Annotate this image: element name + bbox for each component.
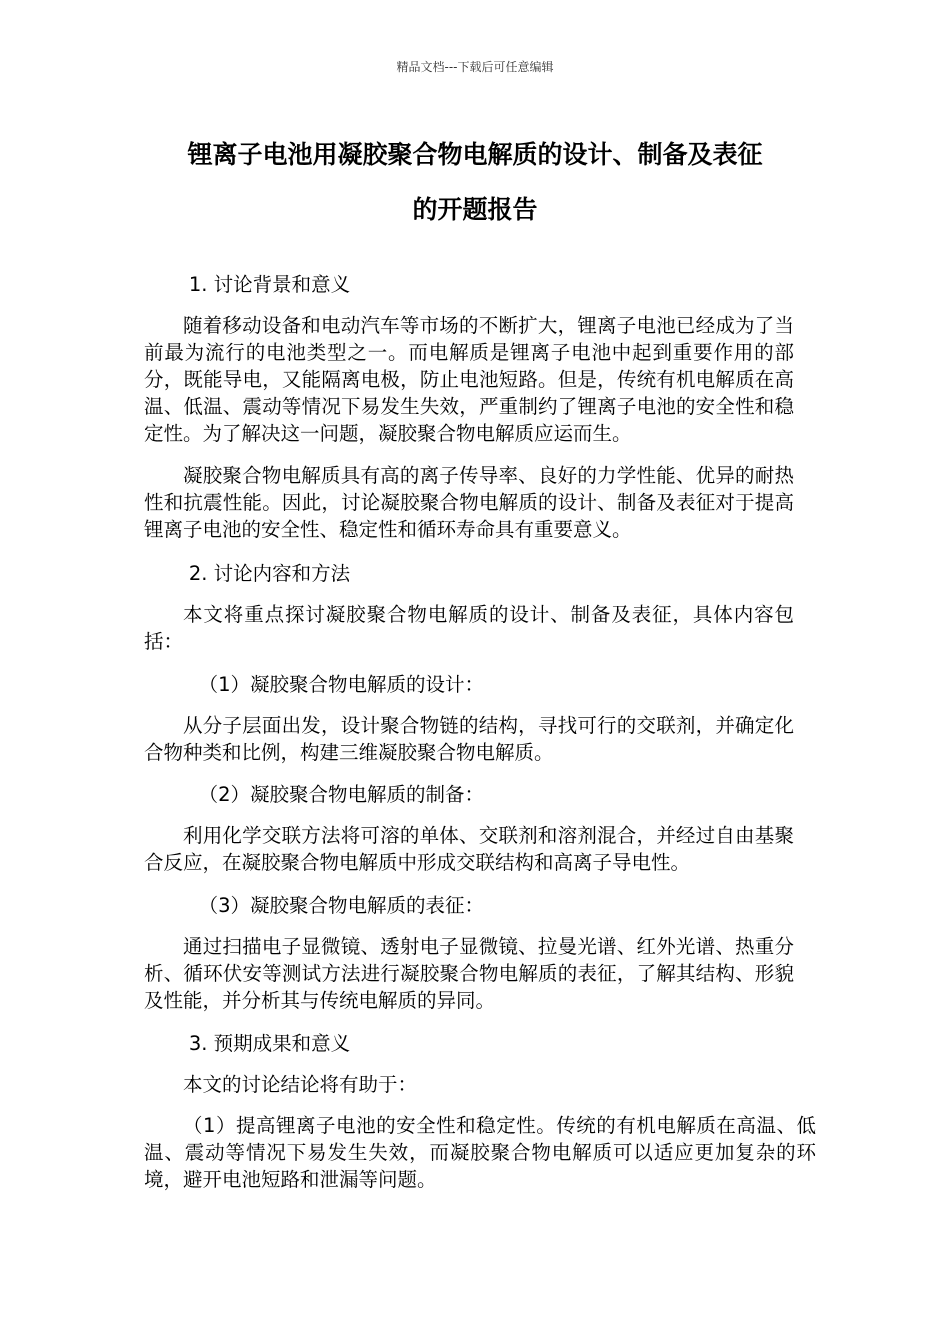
subheading-preparation: （2）凝胶聚合物电解质的制备： — [198, 783, 485, 806]
document-title-line-2: 的开题报告 — [412, 195, 538, 224]
header-note: 精品文档---下载后可任意编辑 — [396, 60, 554, 74]
paragraph-results-intro: 本文的讨论结论将有助于： — [183, 1073, 418, 1096]
paragraph-background: 随着移动设备和电动汽车等市场的不断扩大，锂离子电池已经成为了当前最为流行的电池类型之一。而电解质是锂离子电池中起到重要作用的部分，既能导电，又能隔离电极，防止电池短路。但是，传统有机电解质在高温、低温、震动等情况下易发生失效，严重制约了锂离子电池的安全性和稳定性。为了解决这一问题，凝胶聚合物电解质应运而生。 — [144, 314, 794, 445]
section-heading-content-methods: 2. 讨论内容和方法 — [188, 562, 351, 585]
paragraph-significance: 凝胶聚合物电解质具有高的离子传导率、良好的力学性能、优异的耐热性和抗震性能。因此，讨论凝胶聚合物电解质的设计、制备及表征对于提高锂离子电池的安全性、稳定性和循环寿命具有重要意义。 — [144, 464, 794, 541]
section-heading-background: 1. 讨论背景和意义 — [188, 273, 351, 296]
paragraph-content-intro: 本文将重点探讨凝胶聚合物电解质的设计、制备及表征，具体内容包括： — [144, 603, 794, 653]
subheading-characterization: （3）凝胶聚合物电解质的表征： — [198, 894, 485, 917]
paragraph-characterization: 通过扫描电子显微镜、透射电子显微镜、拉曼光谱、红外光谱、热重分析、循环伏安等测试方法进行凝胶聚合物电解质的表征，了解其结构、形貌及性能，并分析其与传统电解质的异同。 — [144, 935, 794, 1012]
document-title-line-1: 锂离子电池用凝胶聚合物电解质的设计、制备及表征 — [187, 140, 763, 169]
section-heading-expected-results: 3. 预期成果和意义 — [188, 1032, 351, 1055]
paragraph-design: 从分子层面出发，设计聚合物链的结构，寻找可行的交联剂，并确定化合物种类和比例，构建三维凝胶聚合物电解质。 — [144, 714, 794, 764]
subheading-design: （1）凝胶聚合物电解质的设计： — [198, 673, 485, 696]
paragraph-result-1: （1）提高锂离子电池的安全性和稳定性。传统的有机电解质在高温、低温、震动等情况下易发生失效，而凝胶聚合物电解质可以适应更加复杂的环境，避开电池短路和泄漏等问题。 — [144, 1114, 816, 1191]
paragraph-preparation: 利用化学交联方法将可溶的单体、交联剂和溶剂混合，并经过自由基聚合反应，在凝胶聚合物电解质中形成交联结构和高离子导电性。 — [144, 824, 794, 874]
